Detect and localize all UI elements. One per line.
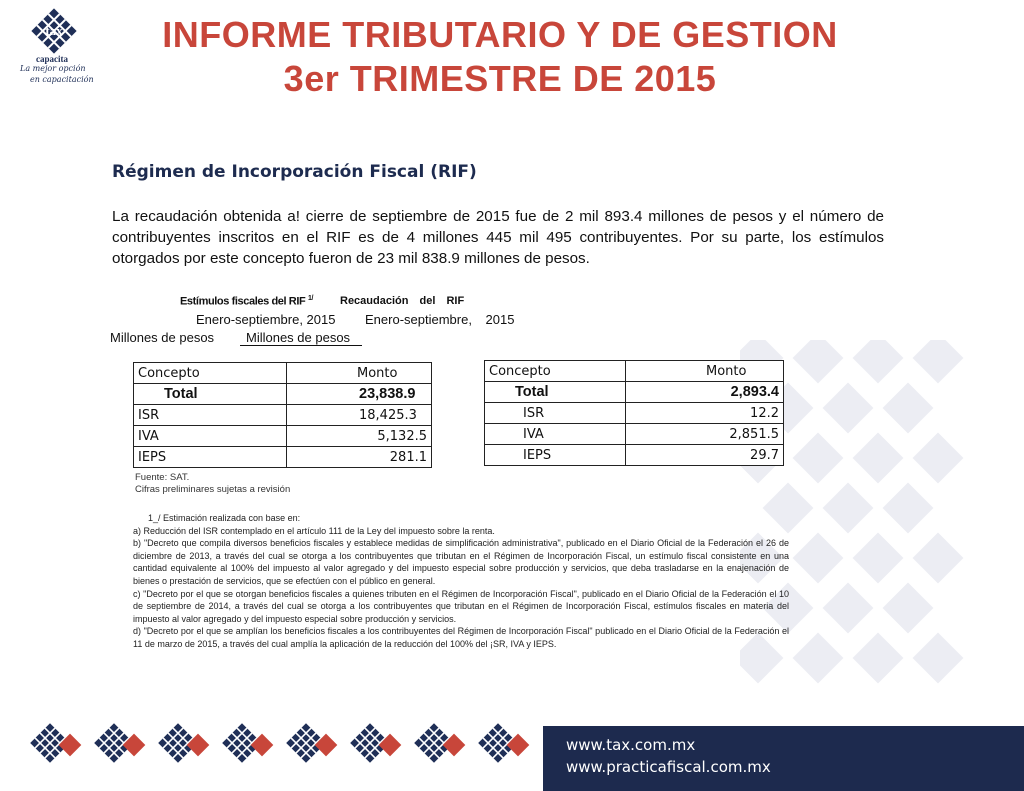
row-concept: ISR	[134, 405, 287, 426]
right-table-period: Enero-septiembre, 2015	[365, 312, 515, 327]
right-table-unit: Millones de pesos	[240, 330, 362, 346]
report-subtitle: 3er TRIMESTRE DE 2015	[283, 58, 717, 99]
header-amount: Monto	[626, 361, 784, 382]
table-row	[134, 447, 432, 468]
footer-logo-icon	[478, 723, 529, 763]
footnotes	[133, 512, 789, 651]
header-amount: Monto	[287, 363, 432, 384]
logo-subtitle: capacita	[36, 54, 68, 64]
footer-logo-icon	[222, 723, 273, 763]
footnote-c: c) "Decreto por el que se otorgan beneficios fiscales a quienes tributen en el Régimen de Incorporación Fiscal", publicado en el Diario Oficial de la Federación el 10 de septiembre de 2014, a través del cual se otorga a los contribuyentes que tributan en el Régimen de Incorporación Fiscal, estímulos fiscales en materia del impuesto al valor agregado y del impuesto especial sobre producción y servicios.	[133, 588, 789, 624]
footer-logo-strip	[26, 719, 546, 767]
row-concept: ISR	[485, 403, 626, 424]
footnote-d: d) "Decreto por el que se amplían los beneficios fiscales a los contribuyentes del Régimen de Incorporación Fiscal" publicado en el Diario Oficial de la Federación el 11 de marzo de 2015, a través del cual amplía la aplicación de la reducción del 100% del ¡SR, IVA y IEPS.	[133, 626, 789, 649]
footer-logo-icon	[94, 723, 145, 763]
row-amount: 281.1	[287, 447, 432, 468]
collection-table	[484, 360, 784, 466]
table-header-row	[134, 363, 432, 384]
footnote-b: b) "Decreto que compila diversos beneficios fiscales y establece medidas de simplificación administrativa", publicado en el Diario Oficial de la Federación el 26 de diciembre de 2013, a través del cual se otorga a los contribuyentes que tributan en el Régimen de Incorporación Fiscal, un estímulo fiscal consistente en una cantidad equivalente al 100% del impuesto al valor agregado y del impuesto especial sobre producción y servicios, que deba trasladarse en la enajenación de bienes o prestación de servicios, que se efectúen con el público en general.	[133, 538, 789, 586]
table-row	[134, 405, 432, 426]
footer-logo-icon	[286, 723, 337, 763]
summary-paragraph: La recaudación obtenida a! cierre de septiembre de 2015 fue de 2 mil 893.4 millones de pesos y el número de contribuyentes inscritos en el RIF es de 4 millones 445 mil 495 contribuyentes. Por su parte, los estímulos otorgados por este concepto fueron de 23 mil 838.9 millones de pesos.	[112, 208, 884, 267]
row-concept: IVA	[134, 426, 287, 447]
row-concept: IVA	[485, 424, 626, 445]
footnote-a: a) Reducción del ISR contemplado en el artículo 111 de la Ley del impuesto sobre la renta.	[133, 525, 495, 536]
row-amount: 18,425.3	[287, 405, 432, 426]
table-row	[134, 384, 432, 405]
row-amount: 2,893.4	[626, 382, 784, 403]
table-row	[134, 426, 432, 447]
footnote-intro: 1_/ Estimación realizada con base en:	[148, 513, 301, 523]
table-row	[485, 403, 784, 424]
preliminary-line: Cifras preliminares sujetas a revisión	[135, 484, 291, 495]
right-table-caption: Recaudación del RIF	[340, 295, 465, 307]
header-concept: Concepto	[485, 361, 626, 382]
footer-logo-icon	[158, 723, 209, 763]
section-heading: Régimen de Incorporación Fiscal (RIF)	[112, 162, 477, 182]
footer-logo-icon	[30, 723, 81, 763]
header-concept: Concepto	[134, 363, 287, 384]
left-table-period: Enero-septiembre, 2015	[196, 312, 336, 327]
source-line: Fuente: SAT.	[135, 472, 190, 483]
row-concept: Total	[134, 384, 287, 405]
row-amount: 12.2	[626, 403, 784, 424]
row-concept: Total	[485, 382, 626, 403]
row-amount: 2,851.5	[626, 424, 784, 445]
website-link-tax[interactable]: www.tax.com.mx	[566, 736, 696, 754]
left-table-caption: Estímulos fiscales del RIF $^{1/}$	[180, 295, 314, 308]
footer-logo-icon	[414, 723, 465, 763]
tax-logo-icon	[26, 8, 82, 54]
logo-tagline-2: en capacitación	[30, 75, 94, 84]
report-title: INFORME TRIBUTARIO Y DE GESTION	[162, 14, 838, 55]
row-amount: 5,132.5	[287, 426, 432, 447]
row-amount: 29.7	[626, 445, 784, 466]
table-row	[485, 382, 784, 403]
stimulus-table	[133, 362, 432, 468]
left-table-unit: Millones de pesos	[110, 330, 215, 345]
table-row	[485, 424, 784, 445]
row-concept: IEPS	[134, 447, 287, 468]
table-row	[485, 445, 784, 466]
logo-tagline-1: La mejor opción	[20, 64, 86, 73]
logo-brand-text: tax	[45, 23, 63, 38]
footer-logo-icon	[350, 723, 401, 763]
table-header-row	[485, 361, 784, 382]
company-logo[interactable]	[18, 8, 94, 92]
footnote-marker: 1/	[307, 295, 314, 302]
row-amount: 23,838.9	[287, 384, 432, 405]
source-note	[135, 472, 290, 496]
website-link-practicafiscal[interactable]: www.practicafiscal.com.mx	[566, 758, 771, 776]
row-concept: IEPS	[485, 445, 626, 466]
